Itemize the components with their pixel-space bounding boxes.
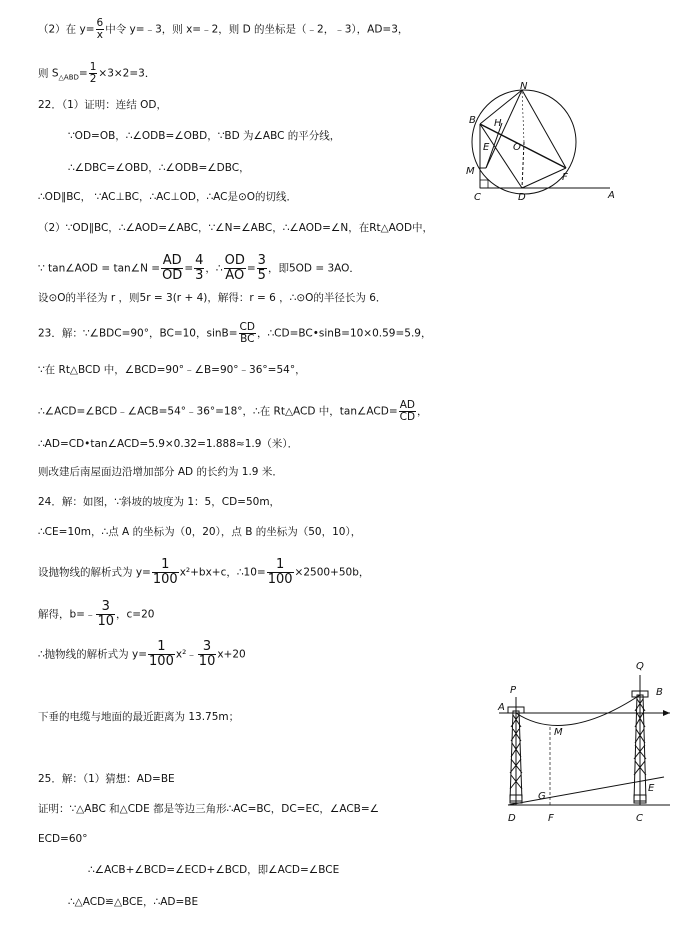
fraction-od-over-ao: $\frac{OD}{AO}$ xyxy=(224,253,245,283)
geometry-figure-circle xyxy=(458,80,618,205)
fraction-3-over-10-b: $\frac{3}{10}$ xyxy=(198,639,216,669)
label-M: M xyxy=(554,727,563,738)
text-line-17: 设抛物线的解析式为 y= $\frac{1}{100}$ x²+bx+c，∴10= $\frac{1}{100}$ ×2500+50b， xyxy=(38,557,370,587)
label-A: A xyxy=(608,190,615,201)
label-O: O xyxy=(513,142,521,153)
label-C: C xyxy=(636,813,643,824)
text-line-1: （2）在 y= $\frac{6}{x}$ 中令 y=﹣3，则 x=﹣2，则 D 的坐标是（﹣2，﹣3），AD=3， xyxy=(38,17,409,41)
text-line-14: 则改建后南屋面边沿增加部分 AD 的长约为 1.9 米． xyxy=(38,466,283,478)
text-line-5: ∴∠DBC=∠OBD，∴∠ODB=∠DBC， xyxy=(68,162,250,174)
text-line-6: ∴OD∥BC， ∵AC⊥BC，∴AC⊥OD，∴AC是⊙O的切线． xyxy=(38,191,298,203)
text-line-12: ∴∠ACD=∠BCD﹣∠ACB=54°﹣36°=18°，∴在 Rt△ACD 中，tan∠ACD= $\frac{AD}{CD}$ ， xyxy=(38,399,428,423)
fraction-3-over-5: $\frac{3}{5}$ xyxy=(257,253,266,283)
text-line-4: ∵OD=OB，∴∠ODB=∠OBD，∵BD 为∠ABC 的平分线， xyxy=(68,130,341,142)
label-G: G xyxy=(538,791,546,802)
text-line-25: ∴△ACD≌△BCE，∴AD=BE xyxy=(68,896,199,908)
text-line-7: （2）∵OD∥BC，∴∠AOD=∠ABC，∵∠N=∠ABC，∴∠AOD=∠N，在Rt△AOD中， xyxy=(38,222,434,234)
fraction-1-over-2: $\frac{1}{2}$ xyxy=(89,61,97,85)
text-line-20: 下垂的电缆与地面的最近距离为 13.75m； xyxy=(38,711,240,723)
label-N: N xyxy=(520,81,528,92)
label-C: C xyxy=(474,192,481,203)
text-line-21: 25．解：（1）猜想：AD=BE xyxy=(38,773,175,785)
fraction-cd-over-bc: $\frac{CD}{BC}$ xyxy=(239,321,255,345)
fraction-3-over-10-a: $\frac{3}{10}$ xyxy=(97,599,115,629)
text-line-11: ∵在 Rt△BCD 中，∠BCD=90°﹣∠B=90°﹣36°=54°， xyxy=(38,364,306,376)
label-M: M xyxy=(466,166,475,177)
text-line-3: 22．（1）证明：连结 OD， xyxy=(38,99,167,111)
label-B: B xyxy=(656,687,663,698)
fraction-1-over-100-b: $\frac{1}{100}$ xyxy=(267,557,293,587)
geometry-figure-towers xyxy=(494,655,679,835)
label-E: E xyxy=(483,142,490,153)
fraction-4-over-3: $\frac{4}{3}$ xyxy=(195,253,204,283)
label-F: F xyxy=(562,172,568,183)
text-line-18: 解得，b=﹣ $\frac{3}{10}$ ，c=20 xyxy=(38,599,155,629)
label-P: P xyxy=(510,685,517,696)
label-E: E xyxy=(648,783,655,794)
text-line-9: 设⊙O的半径为 r ，则5r = 3(r + 4)，解得：r = 6 ，∴⊙O的半径长为 6． xyxy=(38,292,387,304)
text-line-13: ∴AD=CD•tan∠ACD=5.9×0.32=1.888≈1.9（米）． xyxy=(38,438,299,450)
text-line-24: ∴∠ACB+∠BCD=∠ECD+∠BCD，即∠ACD=∠BCE xyxy=(88,864,340,876)
fraction-1-over-100-c: $\frac{1}{100}$ xyxy=(149,639,174,669)
label-Q: Q xyxy=(636,661,644,672)
label-H: H xyxy=(494,118,502,129)
text-line-8: ∵ tan∠AOD = tan∠N = $\frac{AD}{OD}$ = $\frac{4}{3}$ ，∴ $\frac{OD}{AO}$ = $\frac{3}{5}$ ，即5OD = 3AO． xyxy=(38,253,360,283)
fraction-6-over-x: $\frac{6}{x}$ xyxy=(96,17,104,41)
fraction-ad-over-cd: $\frac{AD}{CD}$ xyxy=(399,399,416,423)
text-line-15: 24．解：如图，∵斜坡的坡度为 1：5，CD=50m， xyxy=(38,496,281,508)
text-line-10: 23．解：∵∠BDC=90°，BC=10，sinB= $\frac{CD}{BC}$ ，∴CD=BC•sinB=10×0.59=5.9， xyxy=(38,321,432,345)
label-D: D xyxy=(508,813,516,824)
text-line-2: 则 $S_{\triangle ABD}=$ $\frac{1}{2}$ ×3×2=3． xyxy=(38,61,156,85)
text-line-19: ∴抛物线的解析式为 y= $\frac{1}{100}$ x²﹣ $\frac{3}{10}$ x+20 xyxy=(38,639,246,669)
text-line-23: ECD=60° xyxy=(38,833,88,845)
label-B: B xyxy=(469,115,476,126)
label-F: F xyxy=(548,813,554,824)
text-line-22: 证明：∵△ABC 和△CDE 都是等边三角形∴AC=BC，DC=EC，∠ACB=∠ xyxy=(38,803,380,815)
label-A: A xyxy=(498,702,505,713)
fraction-1-over-100-a: $\frac{1}{100}$ xyxy=(152,557,178,587)
label-D: D xyxy=(518,192,526,203)
fraction-ad-over-od: $\frac{AD}{OD}$ xyxy=(162,253,183,283)
text-line-16: ∴CE=10m，∴点 A 的坐标为（0，20），点 B 的坐标为（50，10）， xyxy=(38,526,362,538)
